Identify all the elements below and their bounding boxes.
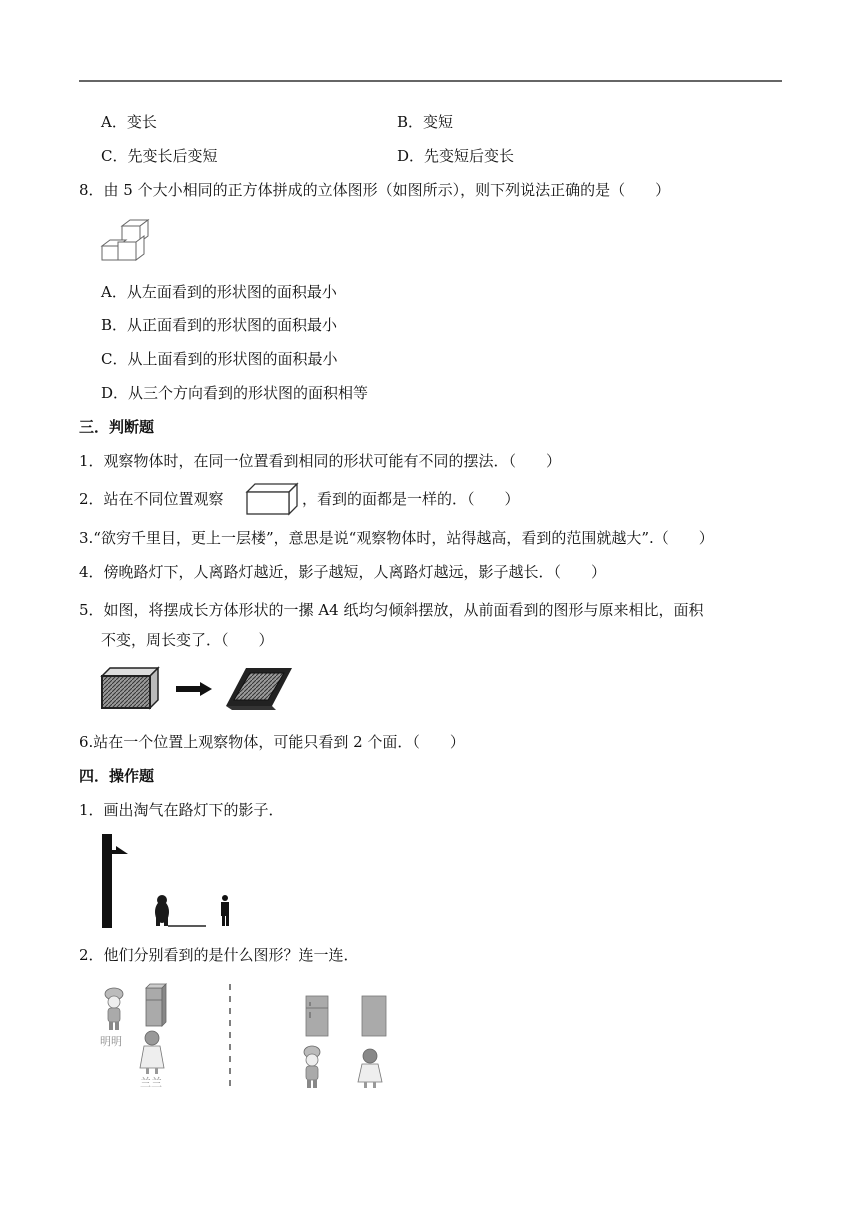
fridge-3d xyxy=(146,984,166,1026)
s3-q3: 3.“欲穷千里目，更上一层楼”，意思是说“观察物体时，站得越高，看到的范围就越大”.（ ） xyxy=(79,529,714,547)
q8-stem: 8．由 5 个大小相同的正方体拼成的立体图形（如图所示），则下列说法正确的是（ ） xyxy=(79,181,671,199)
section3-title: 三．判断题 xyxy=(79,418,155,436)
s4-q1: 1．画出淘气在路灯下的影子． xyxy=(79,801,284,819)
q7-option-d[interactable]: D．先变短后变长 xyxy=(397,147,515,165)
fridge-side-view xyxy=(362,996,386,1036)
person-figure xyxy=(221,895,229,926)
s4-q2: 2．他们分别看到的是什么图形？连一连． xyxy=(79,946,359,964)
girl-lanlan xyxy=(140,1031,164,1074)
label-lanlan: 兰兰 xyxy=(140,1076,162,1089)
box-figure xyxy=(245,482,299,516)
paper-stack-figure xyxy=(100,664,296,712)
q8-option-a[interactable]: A．从左面看到的形状图的面积最小 xyxy=(101,283,337,301)
boy-figure-right xyxy=(304,1046,320,1088)
s3-q2-before: 2．站在不同位置观察 xyxy=(79,490,224,508)
q7-option-c[interactable]: C．先变长后变短 xyxy=(101,147,218,165)
q8-option-c[interactable]: C．从上面看到的形状图的面积最小 xyxy=(101,350,338,368)
s3-q2-after: ，看到的面都是一样的．（ ） xyxy=(302,490,520,508)
q7-option-b[interactable]: B．变短 xyxy=(397,113,454,131)
s3-q1: 1．观察物体时，在同一位置看到相同的形状可能有不同的摆法．（ ） xyxy=(79,452,562,470)
girl-figure-right xyxy=(358,1049,382,1088)
s3-q4: 4．傍晚路灯下，人离路灯越近，影子越短，人离路灯越远，影子越长．（ ） xyxy=(79,563,607,581)
matching-figure xyxy=(96,982,396,1094)
fridge-front-view xyxy=(306,996,328,1036)
boy-mingming xyxy=(105,988,123,1030)
person-silhouette xyxy=(155,895,169,926)
cubes-figure xyxy=(100,216,156,264)
label-mingming: 明明 xyxy=(100,1035,122,1048)
header-rule xyxy=(79,80,782,82)
streetlamp-figure xyxy=(98,832,248,932)
s3-q5-line2: 不变，周长变了．（ ） xyxy=(101,631,274,649)
s3-q5-line1: 5．如图，将摆成长方体形状的一摞 A4 纸均匀倾斜摆放，从前面看到的图形与原来相比，面积 xyxy=(79,601,704,619)
q8-option-b[interactable]: B．从正面看到的形状图的面积最小 xyxy=(101,316,338,334)
q8-option-d[interactable]: D．从三个方向看到的形状图的面积相等 xyxy=(101,384,369,402)
q7-option-a[interactable]: A．变长 xyxy=(101,113,157,131)
section4-title: 四．操作题 xyxy=(79,767,155,785)
s3-q6: 6.站在一个位置上观察物体，可能只看到 2 个面．（ ） xyxy=(79,733,465,751)
